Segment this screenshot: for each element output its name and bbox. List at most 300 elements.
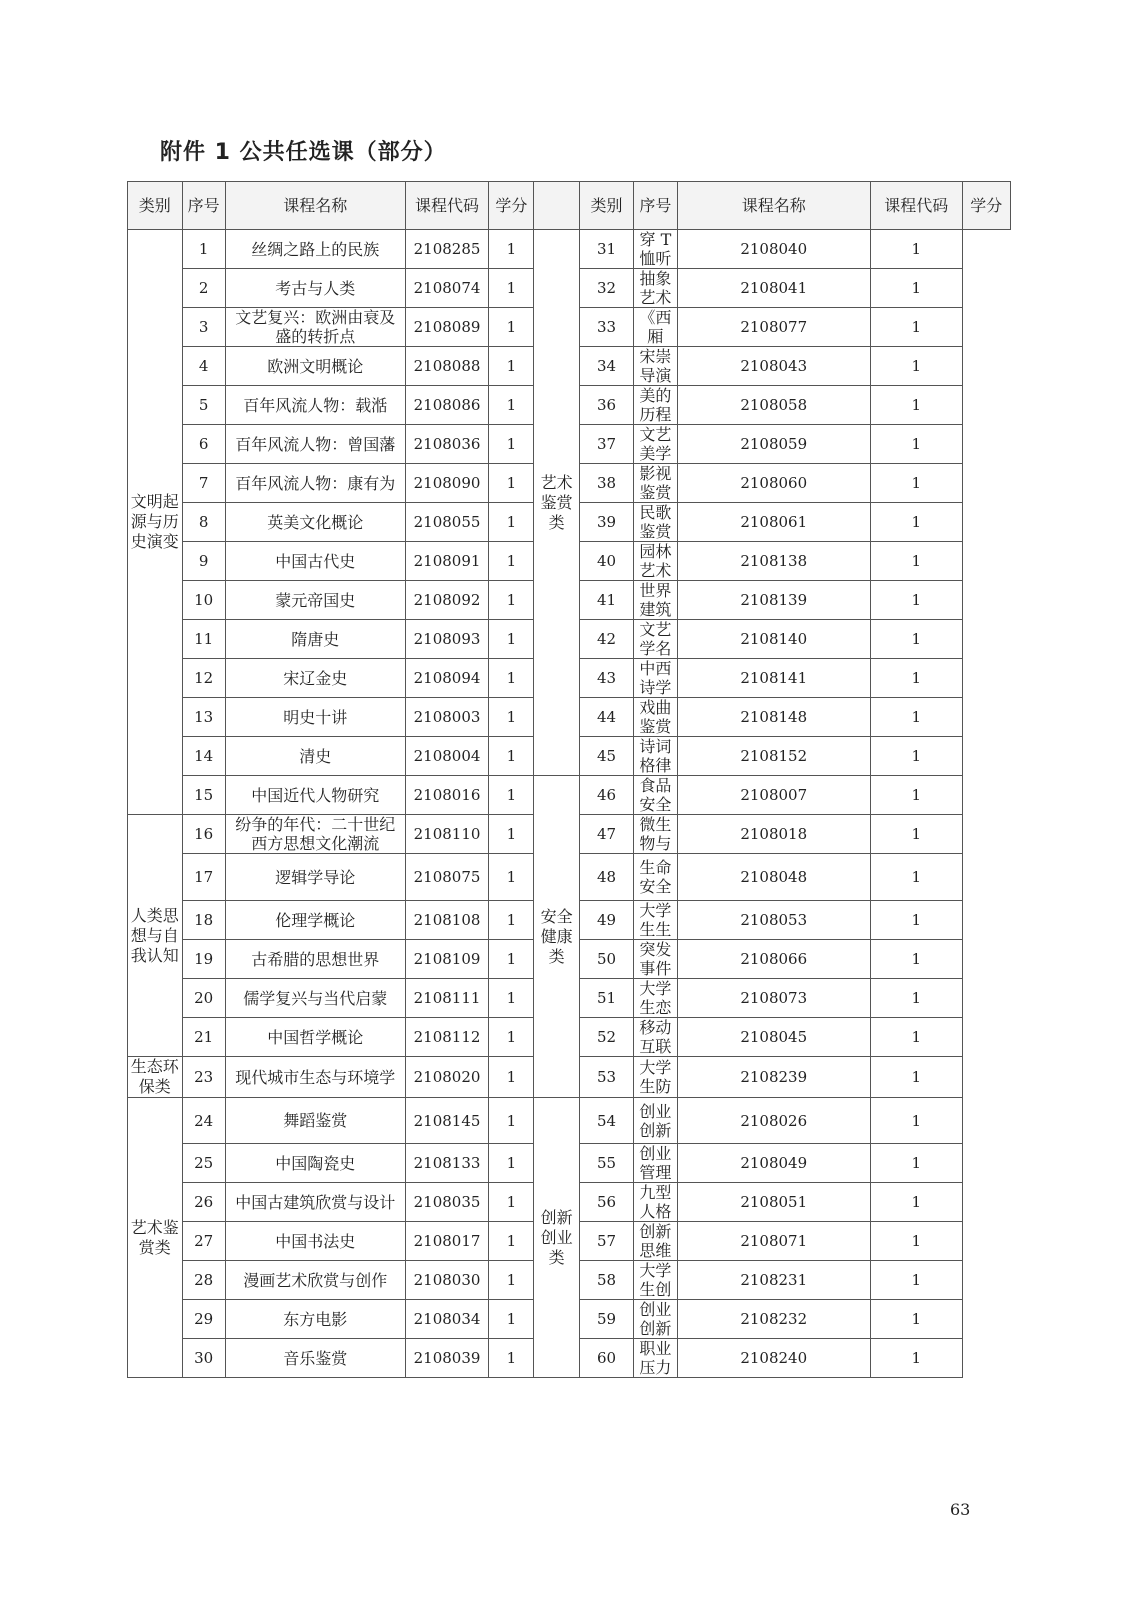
course-credit: 1 bbox=[870, 503, 962, 542]
course-credit: 1 bbox=[489, 347, 534, 386]
course-code: 2108108 bbox=[405, 901, 488, 940]
course-credit: 1 bbox=[870, 1261, 962, 1300]
course-name: 中国陶瓷史 bbox=[275, 1153, 356, 1173]
course-credit: 1 bbox=[870, 542, 962, 581]
course-name-cell bbox=[225, 1339, 405, 1378]
course-name: 微生物与 bbox=[639, 815, 672, 853]
course-name: 大学生防 bbox=[639, 1058, 672, 1096]
course-number: 8 bbox=[182, 503, 225, 542]
course-number: 24 bbox=[182, 1098, 225, 1144]
course-number: 15 bbox=[182, 776, 225, 815]
course-credit: 1 bbox=[489, 776, 534, 815]
course-credit: 1 bbox=[489, 542, 534, 581]
course-credit: 1 bbox=[489, 901, 534, 940]
course-number: 10 bbox=[182, 581, 225, 620]
category-cell: 生态环保类 bbox=[128, 1057, 183, 1098]
course-number: 13 bbox=[182, 698, 225, 737]
course-number: 16 bbox=[182, 815, 225, 854]
course-name-cell bbox=[225, 464, 405, 503]
course-number: 45 bbox=[579, 737, 634, 776]
course-number: 32 bbox=[579, 269, 634, 308]
course-number: 1 bbox=[182, 230, 225, 269]
course-code: 2108020 bbox=[405, 1057, 488, 1098]
course-number: 12 bbox=[182, 659, 225, 698]
course-name-cell bbox=[634, 1300, 677, 1339]
course-name-cell bbox=[634, 620, 677, 659]
course-name: 中国近代人物研究 bbox=[251, 785, 380, 805]
course-name-cell bbox=[634, 503, 677, 542]
course-credit: 1 bbox=[870, 901, 962, 940]
course-name-cell bbox=[225, 1098, 405, 1144]
course-name: 蒙元帝国史 bbox=[275, 590, 356, 610]
course-table bbox=[127, 181, 1011, 1378]
course-number: 9 bbox=[182, 542, 225, 581]
course-name: 创新思维 bbox=[639, 1222, 672, 1260]
course-number: 5 bbox=[182, 386, 225, 425]
course-name-cell bbox=[225, 1300, 405, 1339]
course-name: 丝绸之路上的民族 bbox=[251, 239, 380, 259]
course-code: 2108141 bbox=[677, 659, 870, 698]
course-number: 33 bbox=[579, 308, 634, 347]
course-credit: 1 bbox=[489, 1261, 534, 1300]
course-table-body bbox=[128, 230, 1011, 1378]
course-name-cell bbox=[225, 659, 405, 698]
course-name-cell bbox=[225, 1222, 405, 1261]
course-number: 42 bbox=[579, 620, 634, 659]
course-code: 2108055 bbox=[405, 503, 488, 542]
category-cell: 艺术鉴赏类 bbox=[534, 230, 579, 776]
header-row bbox=[128, 182, 1011, 230]
course-credit: 1 bbox=[870, 1057, 962, 1098]
course-name-cell bbox=[225, 1018, 405, 1057]
course-name: 创业管理 bbox=[639, 1144, 672, 1182]
course-number: 20 bbox=[182, 979, 225, 1018]
course-credit: 1 bbox=[870, 230, 962, 269]
category-cell: 艺术鉴赏类 bbox=[128, 1098, 183, 1378]
course-name-cell bbox=[634, 776, 677, 815]
course-name-cell bbox=[634, 581, 677, 620]
course-name: 古希腊的思想世界 bbox=[251, 949, 380, 969]
course-name-cell bbox=[225, 347, 405, 386]
course-number: 3 bbox=[182, 308, 225, 347]
course-credit: 1 bbox=[489, 230, 534, 269]
course-credit: 1 bbox=[870, 698, 962, 737]
course-name-cell bbox=[225, 901, 405, 940]
course-number: 55 bbox=[579, 1144, 634, 1183]
course-number: 4 bbox=[182, 347, 225, 386]
course-code: 2108060 bbox=[677, 464, 870, 503]
course-name: 影视鉴赏 bbox=[639, 464, 672, 502]
course-number: 21 bbox=[182, 1018, 225, 1057]
course-code: 2108110 bbox=[405, 815, 488, 854]
course-code: 2108043 bbox=[677, 347, 870, 386]
course-name-cell bbox=[634, 1057, 677, 1098]
course-code: 2108089 bbox=[405, 308, 488, 347]
course-code: 2108232 bbox=[677, 1300, 870, 1339]
course-code: 2108051 bbox=[677, 1183, 870, 1222]
course-credit: 1 bbox=[489, 698, 534, 737]
course-name: 戏曲鉴赏 bbox=[639, 698, 672, 736]
course-credit: 1 bbox=[870, 308, 962, 347]
course-name-cell bbox=[634, 1144, 677, 1183]
course-name-cell bbox=[225, 979, 405, 1018]
header-course-code: 课程代码 bbox=[870, 182, 962, 230]
category-cell: 安全健康类 bbox=[534, 776, 579, 1098]
course-name: 考古与人类 bbox=[275, 278, 356, 298]
course-name-cell bbox=[634, 230, 677, 269]
course-name: 音乐鉴赏 bbox=[283, 1348, 348, 1368]
course-name-cell bbox=[225, 854, 405, 901]
course-credit: 1 bbox=[870, 815, 962, 854]
page-title: 附件 1 公共任选课（部分） bbox=[160, 140, 447, 165]
header-number: 序号 bbox=[634, 182, 677, 230]
table-row bbox=[128, 776, 1011, 815]
course-code: 2108145 bbox=[405, 1098, 488, 1144]
course-name-cell bbox=[225, 425, 405, 464]
course-credit: 1 bbox=[489, 1300, 534, 1339]
course-number: 38 bbox=[579, 464, 634, 503]
course-code: 2108058 bbox=[677, 386, 870, 425]
course-name: 纷争的年代：二十世纪西方思想文化潮流 bbox=[235, 815, 396, 853]
course-name: 欧洲文明概论 bbox=[267, 356, 364, 376]
course-credit: 1 bbox=[489, 1018, 534, 1057]
course-credit: 1 bbox=[870, 1183, 962, 1222]
course-name: 宋崇导演 bbox=[639, 347, 672, 385]
course-code: 2108086 bbox=[405, 386, 488, 425]
course-number: 51 bbox=[579, 979, 634, 1018]
course-number: 30 bbox=[182, 1339, 225, 1378]
course-number: 59 bbox=[579, 1300, 634, 1339]
course-code: 2108075 bbox=[405, 854, 488, 901]
course-code: 2108285 bbox=[405, 230, 488, 269]
course-credit: 1 bbox=[870, 347, 962, 386]
course-code: 2108045 bbox=[677, 1018, 870, 1057]
course-number: 60 bbox=[579, 1339, 634, 1378]
course-name-cell bbox=[225, 1183, 405, 1222]
header-course-name: 课程名称 bbox=[677, 182, 870, 230]
course-name-cell bbox=[634, 737, 677, 776]
course-name: 文艺美学 bbox=[639, 425, 672, 463]
course-number: 39 bbox=[579, 503, 634, 542]
course-number: 41 bbox=[579, 581, 634, 620]
course-credit: 1 bbox=[489, 1222, 534, 1261]
course-name: 明史十讲 bbox=[283, 707, 348, 727]
course-number: 57 bbox=[579, 1222, 634, 1261]
header-course-code: 课程代码 bbox=[405, 182, 488, 230]
course-name: 中国书法史 bbox=[275, 1231, 356, 1251]
course-code: 2108109 bbox=[405, 940, 488, 979]
course-name: 儒学复兴与当代启蒙 bbox=[243, 988, 388, 1008]
course-credit: 1 bbox=[489, 1183, 534, 1222]
course-name: 漫画艺术欣赏与创作 bbox=[243, 1270, 388, 1290]
table-row bbox=[128, 230, 1011, 269]
course-number: 7 bbox=[182, 464, 225, 503]
course-name: 大学生生 bbox=[639, 901, 672, 939]
course-code: 2108111 bbox=[405, 979, 488, 1018]
course-number: 27 bbox=[182, 1222, 225, 1261]
course-name: 职业压力 bbox=[639, 1339, 672, 1377]
course-code: 2108093 bbox=[405, 620, 488, 659]
course-code: 2108016 bbox=[405, 776, 488, 815]
course-name-cell bbox=[225, 1057, 405, 1098]
course-name: 伦理学概论 bbox=[275, 910, 356, 930]
header-category: 类别 bbox=[579, 182, 634, 230]
course-credit: 1 bbox=[870, 979, 962, 1018]
course-name-cell bbox=[634, 901, 677, 940]
course-name-cell bbox=[225, 940, 405, 979]
course-code: 2108240 bbox=[677, 1339, 870, 1378]
course-code: 2108239 bbox=[677, 1057, 870, 1098]
course-name: 九型人格 bbox=[639, 1183, 672, 1221]
page-number: 63 bbox=[950, 1500, 971, 1519]
course-code: 2108073 bbox=[677, 979, 870, 1018]
course-name-cell bbox=[225, 620, 405, 659]
course-credit: 1 bbox=[870, 940, 962, 979]
course-number: 6 bbox=[182, 425, 225, 464]
course-name-cell bbox=[634, 815, 677, 854]
header-number: 序号 bbox=[182, 182, 225, 230]
course-name: 抽象艺术 bbox=[639, 269, 672, 307]
course-code: 2108048 bbox=[677, 854, 870, 901]
course-code: 2108053 bbox=[677, 901, 870, 940]
category-cell: 创新创业类 bbox=[534, 1098, 579, 1378]
course-name: 中国古建筑欣赏与设计 bbox=[235, 1192, 396, 1212]
course-credit: 1 bbox=[870, 659, 962, 698]
course-number: 52 bbox=[579, 1018, 634, 1057]
course-name: 百年风流人物：载湉 bbox=[243, 395, 388, 415]
course-credit: 1 bbox=[870, 1018, 962, 1057]
course-name-cell bbox=[225, 230, 405, 269]
course-credit: 1 bbox=[489, 269, 534, 308]
course-name: 民歌鉴赏 bbox=[639, 503, 672, 541]
course-credit: 1 bbox=[870, 776, 962, 815]
course-name: 《西厢 bbox=[639, 308, 672, 346]
course-name-cell bbox=[634, 386, 677, 425]
course-credit: 1 bbox=[489, 1339, 534, 1378]
course-code: 2108039 bbox=[405, 1339, 488, 1378]
course-name-cell bbox=[225, 1261, 405, 1300]
course-credit: 1 bbox=[870, 737, 962, 776]
course-number: 48 bbox=[579, 854, 634, 901]
course-number: 34 bbox=[579, 347, 634, 386]
course-name: 东方电影 bbox=[283, 1309, 348, 1329]
course-name-cell bbox=[634, 269, 677, 308]
course-name: 美的历程 bbox=[639, 386, 672, 424]
course-credit: 1 bbox=[870, 464, 962, 503]
course-name: 食品安全 bbox=[639, 776, 672, 814]
course-number: 2 bbox=[182, 269, 225, 308]
course-code: 2108077 bbox=[677, 308, 870, 347]
course-number: 31 bbox=[579, 230, 634, 269]
course-code: 2108030 bbox=[405, 1261, 488, 1300]
course-name-cell bbox=[634, 1222, 677, 1261]
course-number: 18 bbox=[182, 901, 225, 940]
course-name: 隋唐史 bbox=[291, 629, 340, 649]
course-code: 2108140 bbox=[677, 620, 870, 659]
course-name-cell bbox=[634, 659, 677, 698]
course-code: 2108088 bbox=[405, 347, 488, 386]
course-credit: 1 bbox=[870, 269, 962, 308]
course-number: 40 bbox=[579, 542, 634, 581]
course-credit: 1 bbox=[870, 620, 962, 659]
course-credit: 1 bbox=[870, 1144, 962, 1183]
course-name-cell bbox=[634, 979, 677, 1018]
course-name-cell bbox=[225, 386, 405, 425]
course-code: 2108133 bbox=[405, 1144, 488, 1183]
course-credit: 1 bbox=[870, 1098, 962, 1144]
course-number: 37 bbox=[579, 425, 634, 464]
course-number: 44 bbox=[579, 698, 634, 737]
course-code: 2108094 bbox=[405, 659, 488, 698]
course-credit: 1 bbox=[870, 386, 962, 425]
course-credit: 1 bbox=[870, 1339, 962, 1378]
course-credit: 1 bbox=[489, 1057, 534, 1098]
course-credit: 1 bbox=[489, 659, 534, 698]
course-name-cell bbox=[634, 308, 677, 347]
course-name-cell bbox=[225, 776, 405, 815]
course-code: 2108036 bbox=[405, 425, 488, 464]
course-name: 文艺学名 bbox=[639, 620, 672, 658]
course-name: 大学生创 bbox=[639, 1261, 672, 1299]
course-name: 突发事件 bbox=[639, 940, 672, 978]
course-name: 世界建筑 bbox=[639, 581, 672, 619]
course-number: 29 bbox=[182, 1300, 225, 1339]
course-credit: 1 bbox=[489, 815, 534, 854]
course-code: 2108003 bbox=[405, 698, 488, 737]
course-code: 2108139 bbox=[677, 581, 870, 620]
course-name-cell bbox=[634, 1018, 677, 1057]
course-credit: 1 bbox=[489, 940, 534, 979]
course-credit: 1 bbox=[489, 854, 534, 901]
course-credit: 1 bbox=[870, 854, 962, 901]
course-name-cell bbox=[634, 347, 677, 386]
course-credit: 1 bbox=[489, 1098, 534, 1144]
header-credit: 学分 bbox=[489, 182, 534, 230]
course-name: 清史 bbox=[299, 746, 332, 766]
course-name-cell bbox=[225, 737, 405, 776]
course-credit: 1 bbox=[489, 620, 534, 659]
course-credit: 1 bbox=[489, 464, 534, 503]
course-code: 2108049 bbox=[677, 1144, 870, 1183]
course-name: 宋辽金史 bbox=[283, 668, 348, 688]
course-code: 2108041 bbox=[677, 269, 870, 308]
course-number: 49 bbox=[579, 901, 634, 940]
table-gap bbox=[534, 182, 579, 230]
course-number: 47 bbox=[579, 815, 634, 854]
course-name: 穿 T 恤听 bbox=[639, 230, 672, 268]
table-row bbox=[128, 1098, 1011, 1144]
course-credit: 1 bbox=[489, 979, 534, 1018]
course-name-cell bbox=[634, 854, 677, 901]
course-number: 50 bbox=[579, 940, 634, 979]
course-code: 2108152 bbox=[677, 737, 870, 776]
course-name-cell bbox=[225, 542, 405, 581]
course-credit: 1 bbox=[489, 425, 534, 464]
course-number: 25 bbox=[182, 1144, 225, 1183]
course-number: 23 bbox=[182, 1057, 225, 1098]
course-code: 2108004 bbox=[405, 737, 488, 776]
course-number: 26 bbox=[182, 1183, 225, 1222]
category-cell: 文明起源与历史演变 bbox=[128, 230, 183, 815]
course-name-cell bbox=[634, 1098, 677, 1144]
course-number: 11 bbox=[182, 620, 225, 659]
course-name-cell bbox=[634, 425, 677, 464]
course-name-cell bbox=[634, 464, 677, 503]
course-name: 舞蹈鉴赏 bbox=[283, 1111, 348, 1130]
course-code: 2108040 bbox=[677, 230, 870, 269]
course-code: 2108112 bbox=[405, 1018, 488, 1057]
course-credit: 1 bbox=[489, 1144, 534, 1183]
course-code: 2108066 bbox=[677, 940, 870, 979]
course-name-cell bbox=[634, 1183, 677, 1222]
course-code: 2108071 bbox=[677, 1222, 870, 1261]
course-number: 43 bbox=[579, 659, 634, 698]
course-code: 2108091 bbox=[405, 542, 488, 581]
course-name: 百年风流人物：曾国藩 bbox=[235, 434, 396, 454]
header-category: 类别 bbox=[128, 182, 183, 230]
course-number: 46 bbox=[579, 776, 634, 815]
course-number: 54 bbox=[579, 1098, 634, 1144]
course-credit: 1 bbox=[870, 1300, 962, 1339]
course-name: 移动互联 bbox=[639, 1018, 672, 1056]
course-name-cell bbox=[225, 581, 405, 620]
course-code: 2108090 bbox=[405, 464, 488, 503]
course-credit: 1 bbox=[870, 425, 962, 464]
course-name-cell bbox=[634, 542, 677, 581]
course-name-cell bbox=[225, 698, 405, 737]
course-code: 2108017 bbox=[405, 1222, 488, 1261]
course-name: 大学生恋 bbox=[639, 979, 672, 1017]
course-code: 2108231 bbox=[677, 1261, 870, 1300]
course-name: 创业创新 bbox=[639, 1101, 672, 1140]
course-name-cell bbox=[634, 940, 677, 979]
course-name-cell bbox=[225, 1144, 405, 1183]
course-name: 生命安全 bbox=[639, 858, 672, 896]
course-number: 28 bbox=[182, 1261, 225, 1300]
course-name-cell bbox=[634, 1261, 677, 1300]
course-name-cell bbox=[634, 1339, 677, 1378]
course-code: 2108092 bbox=[405, 581, 488, 620]
category-cell: 人类思想与自我认知 bbox=[128, 815, 183, 1057]
course-number: 14 bbox=[182, 737, 225, 776]
course-number: 53 bbox=[579, 1057, 634, 1098]
course-name-cell bbox=[634, 698, 677, 737]
course-credit: 1 bbox=[870, 1222, 962, 1261]
course-name: 逻辑学导论 bbox=[275, 867, 356, 887]
course-number: 58 bbox=[579, 1261, 634, 1300]
course-name: 英美文化概论 bbox=[267, 512, 364, 532]
course-code: 2108007 bbox=[677, 776, 870, 815]
course-number: 56 bbox=[579, 1183, 634, 1222]
course-number: 36 bbox=[579, 386, 634, 425]
course-name: 百年风流人物：康有为 bbox=[235, 473, 396, 493]
course-name: 文艺复兴：欧洲由衰及盛的转折点 bbox=[235, 308, 396, 346]
course-name-cell bbox=[225, 815, 405, 854]
course-name: 诗词格律 bbox=[639, 737, 672, 775]
course-code: 2108074 bbox=[405, 269, 488, 308]
course-code: 2108035 bbox=[405, 1183, 488, 1222]
course-name: 中西诗学 bbox=[639, 659, 672, 697]
course-code: 2108061 bbox=[677, 503, 870, 542]
course-name: 现代城市生态与环境学 bbox=[235, 1067, 396, 1087]
course-credit: 1 bbox=[489, 386, 534, 425]
course-name: 创业创新 bbox=[639, 1300, 672, 1338]
course-code: 2108026 bbox=[677, 1098, 870, 1144]
course-credit: 1 bbox=[489, 308, 534, 347]
course-number: 17 bbox=[182, 854, 225, 901]
header-course-name: 课程名称 bbox=[225, 182, 405, 230]
course-name: 中国古代史 bbox=[275, 551, 356, 571]
